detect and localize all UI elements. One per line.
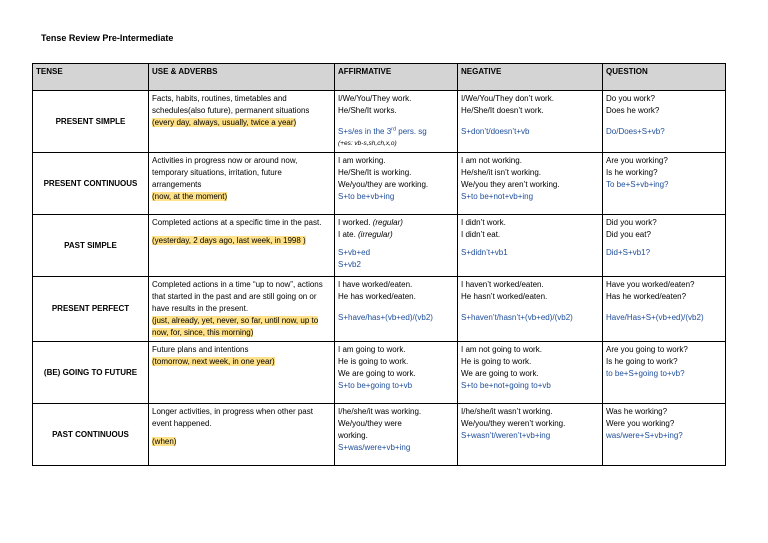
adverbs-text: (when) [152,437,177,446]
question-formula: Do/Does+S+vb? [606,127,665,136]
adverbs-text: (tomorrow, next week, in one year) [152,357,275,366]
question-cell [603,215,726,277]
affirmative-line: We are going to work. [338,369,416,378]
negative-line: We/you/they weren’t working. [461,419,566,428]
table-row [33,153,726,215]
question-formula: was/were+S+vb+ing? [606,431,683,440]
affirmative-cell [335,277,458,342]
question-cell [603,277,726,342]
use-text: Longer activities, in progress when other past event happened. [152,407,313,428]
header-row [33,64,726,91]
question-cell [603,342,726,404]
adverbs-text: (every day, always, usually, twice a year) [152,118,297,127]
affirmative-formula: S+vb+ed [338,248,371,257]
affirmative-line: He has worked/eaten. [338,292,416,301]
tense-name: PRESENT CONTINUOUS [33,153,149,215]
question-formula: Did+S+vb1? [606,248,651,257]
affirmative-line: He/She/It is working. [338,168,412,177]
use-text: Completed actions in a time “up to now”, actions that started in the past and are still going on or have results in the present. [152,280,323,313]
question-cell [603,153,726,215]
question-formula: To be+S+vb+ing? [606,180,669,189]
header-use-adverbs: USE & ADVERBS [149,64,335,91]
affirmative-cell [335,91,458,153]
header-question: QUESTION [603,64,726,91]
document-title: Tense Review Pre-Intermediate [41,33,174,43]
question-line: Is he working? [606,168,658,177]
use-text: Completed actions at a specific time in the past. [152,218,322,227]
negative-formula: S+to be+not+vb+ing [461,192,534,201]
header-tense: TENSE [33,64,149,91]
negative-line: I am not going to work. [461,345,542,354]
affirmative-cell [335,215,458,277]
affirmative-formula: S+vb2 [338,260,361,269]
negative-line: I/he/she/it wasn’t working. [461,407,553,416]
use-text: Activities in progress now or around now, temporary situations, irritation, future arrangements [152,156,298,189]
negative-formula: S+to be+not+going to+vb [461,381,551,390]
affirmative-formula: S+to be+vb+ing [338,192,395,201]
question-line: Have you worked/eaten? [606,280,695,289]
use-cell [149,342,335,404]
affirmative-formula: S+have/has+(vb+ed)/(vb2) [338,313,433,322]
tense-name: PRESENT PERFECT [33,277,149,342]
affirmative-line: We/you/they are working. [338,180,429,189]
adverbs-text: (just, already, yet, never, so far, until now, up to now, for, since, this morning) [152,316,319,337]
question-line: Did you eat? [606,230,651,239]
affirmative-formula: S+was/were+vb+ing [338,443,411,452]
negative-cell [458,215,603,277]
table-row [33,277,726,342]
question-line: Has he worked/eaten? [606,292,687,301]
question-line: Were you working? [606,419,675,428]
affirmative-cell [335,404,458,466]
negative-formula: S+wasn’t/weren’t+vb+ing [461,431,551,440]
negative-line: We/you they aren’t working. [461,180,560,189]
adverbs-text: (yesterday, 2 days ago, last week, in 1998 ) [152,236,306,245]
question-cell [603,91,726,153]
formula-sup: rd [391,126,397,133]
question-line: Are you going to work? [606,345,688,354]
use-text: Future plans and intentions [152,345,249,354]
irregular-note: (irregular) [358,230,393,239]
affirmative-line: I am going to work. [338,345,406,354]
affirmative-line: I am working. [338,156,386,165]
affirmative-cell [335,153,458,215]
question-line: Does he work? [606,106,660,115]
question-cell [603,404,726,466]
negative-cell [458,91,603,153]
negative-cell [458,404,603,466]
affirmative-line [338,217,454,229]
adverbs-text: (now, at the moment) [152,192,228,201]
affirmative-formula: S+to be+going to+vb [338,381,413,390]
use-cell [149,277,335,342]
use-cell [149,153,335,215]
negative-line: He/She/It doesn’t work. [461,106,544,115]
question-formula: Have/Has+S+(vb+ed)/(vb2) [606,313,704,322]
negative-formula: S+didn’t+vb1 [461,248,508,257]
affirmative-line: I/We/You/They work. [338,94,412,103]
table-row [33,215,726,277]
tense-name: (BE) GOING TO FUTURE [33,342,149,404]
use-cell [149,215,335,277]
affirmative-formula [338,126,454,138]
affirmative-line: He/She/It works. [338,106,397,115]
question-line: Is he going to work? [606,357,678,366]
negative-line: He is going to work. [461,357,532,366]
negative-line: I am not working. [461,156,522,165]
affirmative-line: We/you/they were [338,419,402,428]
negative-line: I didn’t work. [461,218,506,227]
negative-line: I didn’t eat. [461,230,501,239]
negative-line: He hasn’t worked/eaten. [461,292,548,301]
negative-cell [458,342,603,404]
negative-formula: S+haven’t/hasn’t+(vb+ed)/(vb2) [461,313,573,322]
table-row [33,404,726,466]
question-line: Was he working? [606,407,668,416]
negative-line: I/We/You/They don’t work. [461,94,554,103]
regular-note: (regular) [372,218,403,227]
affirmative-note: (+es: vb-s,sh,ch,x,o) [338,140,397,147]
affirmative-text: I worked. [338,218,373,227]
table-row [33,342,726,404]
negative-line: I haven’t worked/eaten. [461,280,544,289]
negative-formula: S+don’t/doesn’t+vb [461,127,530,136]
affirmative-cell [335,342,458,404]
affirmative-line: working. [338,431,368,440]
tense-name: PRESENT SIMPLE [33,91,149,153]
formula-part: S+s/es in the 3 [338,127,392,136]
use-text: Facts, habits, routines, timetables and schedules(also future), permanent situations [152,94,310,115]
question-formula: to be+S+going to+vb? [606,369,685,378]
negative-cell [458,277,603,342]
affirmative-line: He is going to work. [338,357,409,366]
use-cell [149,91,335,153]
tense-review-table [32,63,726,466]
question-line: Did you work? [606,218,657,227]
tense-name: PAST CONTINUOUS [33,404,149,466]
affirmative-text: I ate. [338,230,359,239]
header-affirmative: AFFIRMATIVE [335,64,458,91]
affirmative-line: I have worked/eaten. [338,280,413,289]
use-cell [149,404,335,466]
table-row [33,91,726,153]
formula-part: pers. sg [396,127,427,136]
question-line: Are you working? [606,156,668,165]
negative-line: We are going to work. [461,369,539,378]
negative-cell [458,153,603,215]
tense-name: PAST SIMPLE [33,215,149,277]
question-line: Do you work? [606,94,655,103]
header-negative: NEGATIVE [458,64,603,91]
affirmative-line: I/he/she/it was working. [338,407,422,416]
negative-line: He/she/it isn’t working. [461,168,542,177]
affirmative-line [338,229,454,241]
